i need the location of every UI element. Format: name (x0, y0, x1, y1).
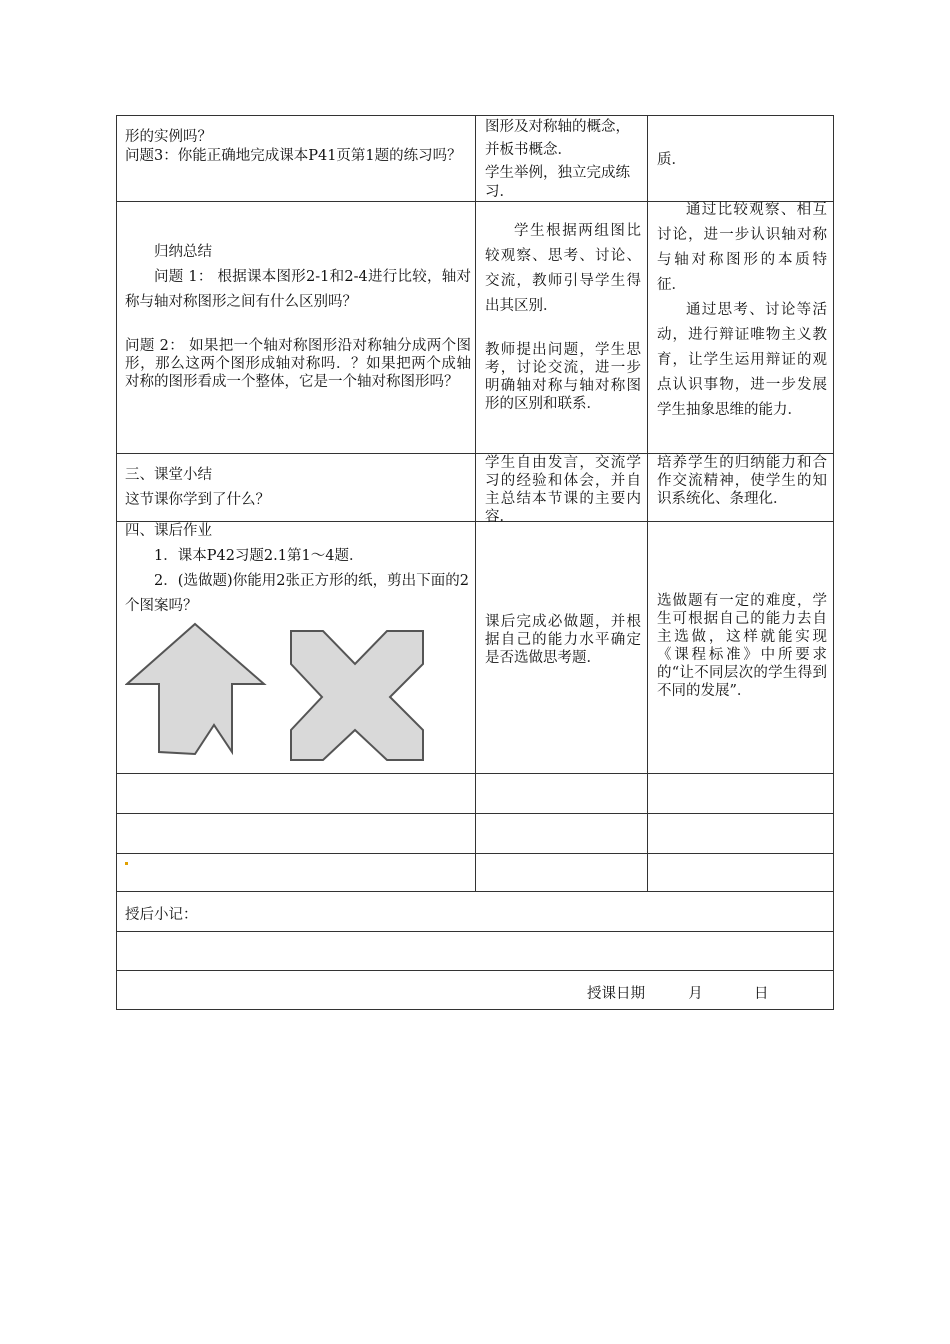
x-shape (291, 631, 423, 760)
row3-col2-text: 学生自由发言，交流学习的经验和体会，并自主总结本节课的主要内容． (485, 455, 641, 525)
teaching-date (587, 982, 827, 1007)
column-divider (647, 116, 648, 891)
day-label: 日 (753, 986, 769, 1002)
row1-col2-line1: 图形及对称轴的概念，并板书概念． (485, 119, 630, 158)
row4-col3-text: 选做题有一定的难度，学生可根据自己的能力去自主选做，这样就能实现《课程标准》中所要求的“让不同层次的学生得到不同的发展”． (657, 593, 827, 699)
column-divider (475, 116, 476, 891)
row1-col2 (485, 116, 641, 202)
lesson-plan-table (116, 115, 834, 1010)
row1-col2-line2: 学生举例，独立完成练习． (485, 165, 630, 200)
row4-col3 (657, 592, 827, 700)
date-label: 授课日期 (587, 986, 645, 1002)
row2-col3 (657, 198, 827, 423)
row1-col3 (657, 148, 827, 173)
homework-item-1: 1．课本P42习题2.1第1～4题． (154, 548, 364, 564)
figures-svg (125, 621, 425, 761)
row4-col2 (485, 613, 641, 667)
arrow-shape (127, 624, 264, 754)
row-divider (117, 891, 833, 892)
row1-col1-line1: 形的实例吗？ (125, 129, 212, 145)
notes-label-text: 授后小记： (125, 907, 198, 923)
row4-col2-text: 课后完成必做题，并根据自己的能力水平确定是否选做思考题． (485, 614, 641, 666)
row3-col1 (125, 463, 469, 513)
row3-col3-text: 培养学生的归纳能力和合作交流精神，使学生的知识系统化、条理化． (657, 455, 827, 507)
month-label: 月 (688, 986, 703, 1002)
question-1: 问题 1： 根据课本图形2-1和2-4进行比较，轴对称与轴对称图形之间有什么区别吗？ (125, 269, 471, 310)
class-summary-question: 这节课你学到了什么？ (125, 492, 270, 508)
class-summary-title: 三、课堂小结 (125, 467, 212, 483)
marker-dot (125, 862, 128, 865)
homework-title: 四、课后作业 (125, 523, 212, 539)
summary-heading: 归纳总结 (154, 244, 212, 260)
row2-col2 (485, 219, 641, 413)
row4-col1 (125, 519, 469, 619)
row3-col2 (485, 454, 641, 526)
row-divider (117, 931, 833, 932)
row2-col1 (125, 240, 471, 391)
row-divider (117, 970, 833, 971)
cut-out-figures (125, 621, 425, 765)
row3-col3 (657, 454, 827, 508)
row1-col1 (125, 127, 469, 166)
row1-col1-line2: 问题3：你能正确地完成课本P41页第1题的练习吗？ (125, 148, 462, 164)
question-2: 问题 2： 如果把一个轴对称图形沿对称轴分成两个图形，那么这两个图形成轴对称吗．？如果把两个成轴对称的图形看成一个整体，它是一个轴对称图形吗？ (125, 338, 471, 390)
row2-col2-p1: 学生根据两组图比较观察、思考、讨论、交流，教师引导学生得出其区别． (485, 223, 641, 314)
row2-col3-p1: 通过比较观察、相互讨论，进一步认识轴对称与轴对称图形的本质特征． (657, 202, 827, 293)
homework-item-2: 2．(选做题)你能用2张正方形的纸，剪出下面的2个图案吗？ (125, 573, 469, 614)
row1-col3-line1: 质． (657, 152, 686, 168)
row2-col3-p2: 通过思考、讨论等活动，进行辩证唯物主义教育，让学生运用辩证的观点认识事物，进一步发展学生抽象思维的能力． (657, 302, 827, 418)
row2-col2-p2: 教师提出问题，学生思考，讨论交流，进一步明确轴对称与轴对称图形的区别和联系． (485, 342, 641, 412)
notes-label (125, 903, 525, 928)
